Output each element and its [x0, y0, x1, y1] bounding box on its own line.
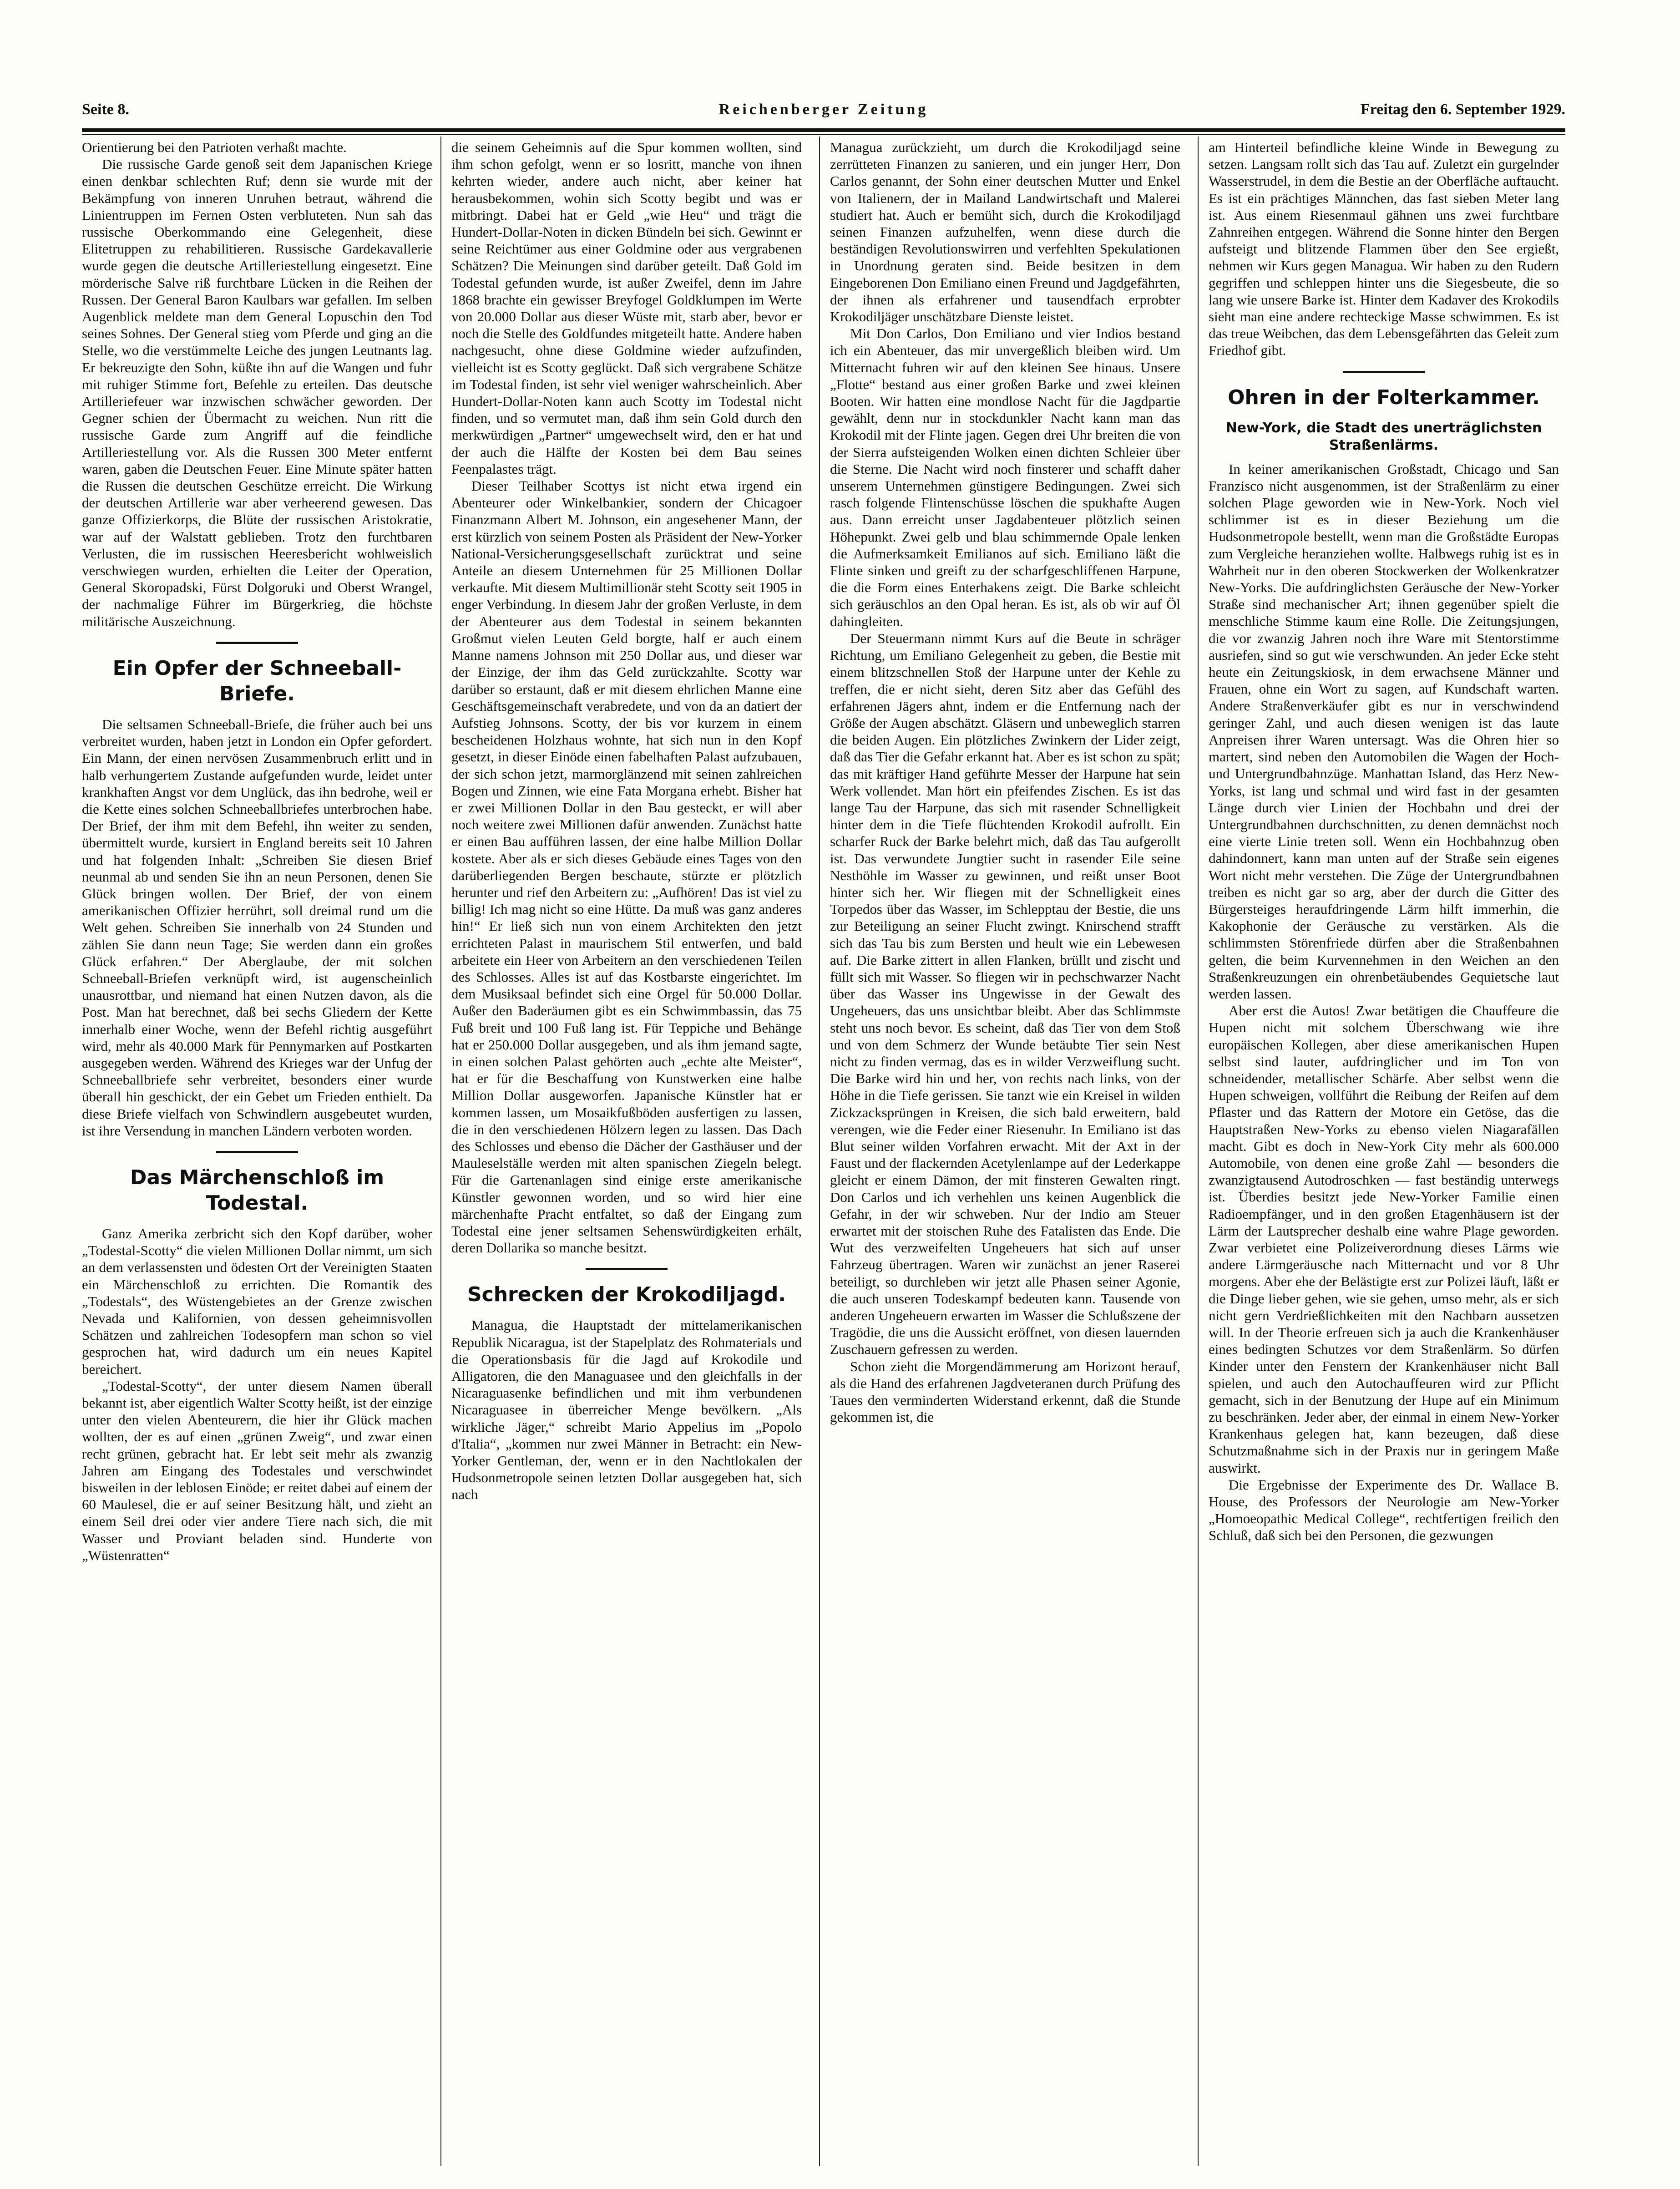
article-text: Mit Don Carlos, Don Emiliano und vier Indios bestand ich ein Abenteuer, das mir unvergeßlich bleiben wird. Um Mitternacht fuhren wir auf den kleinen See hinaus. Unsere „Flotte“ bestand aus einer großen Barke und zwei kleinen Booten. Wir hatten eine mondlose Nacht für die Jagdpartie gewählt, denn nur in stockdunkler Nacht kann man das Krokodil mit der Flinte jagen. Gegen drei Uhr breiten die von der Sierra aufsteigenden Wolken einen dichten Schleier über die Sterne. Die Nacht wird noch finsterer und schafft daher unserem Unternehmen günstigere Bedingungen. Zwei sich rasch folgende Flintenschüsse löschen die spukhafte Augen aus. Dann erreicht unser Jagdabenteuer plötzlich seinen Höhepunkt. Zwei gelb und blau schimmernde Opale lenken die Aufmerksamkeit Emilianos auf sich. Emiliano läßt die Flinte sinken und greift zu der scharfgeschliffenen Harpune, die die Form eines Enterhakens zeigt. Die Barke schleicht sich geräuschlos an den Opal heran. Es ist, als ob wir auf Öl dahingleiten. — [830, 325, 1180, 629]
column-separator — [440, 137, 441, 2166]
page-header — [82, 101, 1565, 128]
article-divider — [216, 1151, 298, 1153]
article-text: Die seltsamen Schneeball-Briefe, die früher auch bei uns verbreitet wurden, haben jetzt in London ein Opfer gefordert. Ein Mann, der einen nervösen Zusammenbruch erlitt und in halb verhungertem Zustande aufgefunden wurde, leidet unter krankhaften Angst vor dem Unglück, das ihn bedrohe, weil er die Kette eines solchen Schneeballbriefes unterbrochen habe. Der Brief, der ihm mit dem Befehl, ihn weiter zu senden, übermittelt wurde, kursiert in England bereits seit 10 Jahren und hat folgenden Inhalt: „Schreiben Sie diesen Brief neunmal ab und senden Sie ihn an neun Personen, denen Sie Glück bringen wollen. Der Brief, der von einem amerikanischen Offizier herrührt, soll dreimal rund um die Welt gehen. Schreiben Sie innerhalb von 24 Stunden und zählen Sie dann neun Tage; Sie werden dann ein großes Glück erfahren.“ Der Aberglaube, der mit solchen Schneeball-Briefen verknüpft wird, ist augenscheinlich unausrottbar, und niemand hat einen Nutzen davon, als die Post. Man hat berechnet, daß bei sechs Gliedern der Kette innerhalb einer Woche, wenn der Befehl richtig ausgeführt wird, mehr als 40.000 Mark für Pennymarken auf Postkarten ausgegeben werden. Während des Krieges war der Unfug der Schneeballbriefe sehr verbreitet, besonders einer wurde überall hin geschickt, der ein Gebet um Frieden enthielt. Da diese Briefe vielfach von Schwindlern ausgebeutet wurden, ist ihre Versendung in manchen Ländern verboten worden. — [82, 716, 432, 1139]
header-rule-thick — [82, 128, 1565, 132]
masthead-title: Reichenberger Zeitung — [719, 101, 929, 118]
column-separator — [819, 137, 820, 2166]
article-headline: Ohren in der Folterkammer. — [1228, 385, 1540, 409]
article-text: am Hinterteil befindliche kleine Winde in Bewegung zu setzen. Langsam rollt sich das Tau auf. Zuletzt ein gurgelnder Wasserstrudel, in dem die Bestie an der Oberfläche auftaucht. Es ist ein prächtiges Männchen, das fast sieben Meter lang ist. Aus einem Riesenmaul gähnen uns zwei furchtbare Zahnreihen entgegen. Während die Sonne hinter den Bergen aufsteigt und blitzende Flammen über den See ergießt, nehmen wir Kurs gegen Managua. Wir haben zu den Rudern gegriffen und schleppen hinter uns die Siegesbeute, die so lang wie unsere Barke ist. Hinter dem Kadaver des Krokodils sieht man eine andere rechteckige Masse schwimmen. Es ist das treue Weibchen, das dem Lebensgefährten das Geleit zum Friedhof gibt. — [1209, 139, 1559, 359]
article-divider — [586, 1268, 668, 1270]
article-text: Die Ergebnisse der Experimente des Dr. Wallace B. House, des Professors der Neurologie am New-Yorker „Homoeopathic Medical College“, rechtfertigen freilich den Schluß, daß sich bei den Personen, die gezwungen — [1209, 1476, 1559, 1544]
article-text: Dieser Teilhaber Scottys ist nicht etwa irgend ein Abenteurer oder Winkelbankier, sondern der Chicagoer Finanzmann Albert M. Johnson, ein angesehener Mann, der erst kürzlich von seinem Posten als Präsident der New-Yorker National-Versicherungsgesellschaft zurücktrat und seine Anteile an diesem Unternehmen für 25 Millionen Dollar verkaufte. Mit diesem Multimillionär steht Scotty seit 1905 in enger Verbindung. In diesem Jahr der großen Verluste, in dem der Abenteurer aus dem Todestal in seinem bekannten Großmut vielen Leuten Geld borgte, half er auch einem Manne namens Johnson mit 250 Dollar aus, und dieser war der Einzige, der ihm das Geld zurückzahlte. Scotty war darüber so erstaunt, daß er mit diesem ehrlichen Manne eine Geschäftsgemeinschaft verabredete, und von da an datiert der Aufstieg Johnsons. Scotty, der bis vor kurzem in einem bescheidenen Holzhaus wohnte, hat sich nun in den Kopf gesetzt, in dieser Einöde einen fabelhaften Palast aufzubauen, der sich schon jetzt, marmorglänzend mit seinen zahlreichen Bogen und Zinnen, wie eine Fata Morgana erhebt. Bisher hat er zwei Millionen Dollar in den Bau gesteckt, er will aber noch weitere zwei Millionen dafür anwenden. Zunächst hatte er einen Bau aufführen lassen, der eine halbe Million Dollar kostete. Aber als er sich dieses Gebäude eines Tages von den darüberliegenden Bergen beschaute, stürzte er plötzlich herunter und rief den Arbeitern zu: „Aufhören! Das ist viel zu billig! Ich mag nicht so eine Hütte. Da muß was ganz anderes hin!“ Er ließ sich nun von einem Architekten den jetzt errichteten Palast in maurischem Stil entwerfen, und bald arbeitete ein Heer von Arbeitern an den verschiedenen Teilen des Schlosses. Alles ist auf das Kostbarste eingerichtet. Im dem Musiksaal befindet sich eine Orgel für 50.000 Dollar. Außer den Baderäumen gibt es ein Schwimmbassin, das 75 Fuß breit und 100 Fuß lang ist. Für Teppiche und Behänge hat er 250.000 Dollar ausgegeben, und als ihm jemand sagte, in einen solchen Palast gehörten auch „echte alte Meister“, hat er für die Beschaffung von Kunstwerken eine halbe Million Dollar ausgeworfen. Japanische Künstler hat er kommen lassen, um Mosaikfußböden ausfertigen zu lassen, die in den verschiedenen Hölzern legen zu lassen. Das Dach des Schlosses und ebenso die Dächer der Gasthäuser und der Mauleselställe werden mit alten spanischen Ziegeln belegt. Für die Gartenanlagen sind einige erste amerikanische Künstler gewonnen worden, und so wird hier eine märchenhafte Pracht entfaltet, so daß der Eingang zum Todestal eine jener seltsamen Sehenswürdigkeiten erhält, deren Dollarika so manche besitzt. — [451, 478, 802, 1256]
article-divider — [216, 642, 298, 644]
article-headline: Ein Opfer der Schneeball-Briefe. — [112, 656, 402, 705]
article-text: Schon zieht die Morgendämmerung am Horizont herauf, als die Hand des erfahrenen Jagdveteranen durch Prüfung des Taues den verminderten Widerstand erkennt, daß die Stunde gekommen ist, die — [830, 1358, 1180, 1425]
article-text: Aber erst die Autos! Zwar betätigen die Chauffeure die Hupen nicht mit solchem Überschwang wie ihre europäischen Kollegen, aber diese amerikanischen Hupen selbst sind lauter, aufdringlicher und im Ton von schneidender, metallischer Schärfe. Aber selbst wenn die Hupen schweigen, vollführt die Reibung der Reifen auf dem Pflaster und das Rattern der Motore ein Getöse, das die Hauptstraßen New-Yorks zu ebenso vielen Niagarafällen macht. Gibt es doch in New-York City mehr als 600.000 Automobile, von denen eine große Zahl — besonders die zwanzigtausend Autodroschken — fast beständig unterwegs ist. Überdies besitzt jede New-Yorker Familie einen Radioempfänger, und in den großen Etagenhäusern ist der Lärm der Lautsprecher deshalb eine wahre Plage geworden. Zwar verbietet eine Polizeiverordnung dieses Lärms wie andere Lärmgeräusche nach Mitternacht und vor 8 Uhr morgens. Aber ehe der Belästigte erst zur Polizei läuft, läßt er die Dinge lieber gehen, wie sie gehen, umso mehr, als er sich nicht gern Verdrießlichkeiten mit den Nachbarn aussetzen will. In der Theorie erfreuen sich ja auch die Krankenhäuser eines bedingten Schutzes vor dem Straßenlärm. So dürfen Kinder unter den Fenstern der Krankenhäuser nicht Ball spielen, und auch den Autochauffeuren wird zur Pflicht gemacht, sich in der Benutzung der Hupe auf ein Minimum zu beschränken. Jeder aber, der einmal in einem New-Yorker Krankenhaus gelegen hat, kann bezeugen, daß diese Schutzmaßnahme sich in der Praxis nur in geringem Maße auswirkt. — [1209, 1003, 1559, 1476]
article-divider — [1343, 371, 1425, 373]
column-3 — [830, 139, 1180, 2169]
article-text: In keiner amerikanischen Großstadt, Chicago und San Franzisco nicht ausgenommen, ist der Straßenlärm zu einer solchen Plage geworden wie in New-York. Noch viel schlimmer ist es in dieser Beziehung um die Hudsonmetropole bestellt, wenn man die Großstädte Europas zum Vergleiche heranziehen wollte. Halbwegs ruhig ist es in Wahrheit nur in den oberen Stockwerken der Wolkenkratzer New-Yorks. Die aufdringlichsten Geräusche der New-Yorker Straße sind mechanischer Art; ihnen gegenüber spielt die menschliche Stimme kaum eine Rolle. Die Zeitungsjungen, die vor zwanzig Jahren noch ihre Ware mit Stentorstimme ausriefen, sind so gut wie verschwunden. An jeder Ecke steht heute ein Zeitungskiosk, in dem erwachsene Männer und Frauen, ohne ein Wort zu sagen, auf Kundschaft warten. Andere Straßenverkäufer gibt es nur in verschwindend geringer Zahl, und auch diesen wenigen ist das laute Anpreisen ihrer Waren untersagt. Was die Ohren hier so martert, sind neben den Automobilen die Wagen der Hoch- und Untergrundbahnzüge. Manhattan Island, das Herz New-Yorks, ist lang und schmal und wird fast in der gesamten Länge durch vier Linien der Hochbahn und drei der Untergrundbahnen durchschnitten, zu denen demnächst noch eine vierte Linie treten soll. Wenn ein Hochbahnzug oben dahindonnert, kann man unten auf der Straße sein eigenes Wort nicht mehr verstehen. Die Züge der Untergrundbahnen treiben es nicht gar so arg, aber der durch die Gitter des Bürgersteiges heraufdringende Lärm hilft immerhin, die Kakophonie der Geräusche zu verstärken. Als die schlimmsten Störenfriede dürfen aber die Straßenbahnen gelten, die beim Kurvennehmen in den Weichen an den Straßenkreuzungen ein ohrenbetäubendes Gequietsche laut werden lassen. — [1209, 461, 1559, 1002]
page-number: Seite 8. — [82, 101, 129, 118]
article-text: Orientierung bei den Patrioten verhaßt machte. — [82, 139, 347, 155]
header-rule-thin — [82, 134, 1565, 135]
column-2 — [451, 139, 802, 2169]
article-headline: Das Märchenschloß im Todestal. — [130, 1165, 385, 1215]
article-subheadline: New-York, die Stadt des unerträglichsten Straßenlärms. — [1225, 420, 1542, 453]
column-separator — [1198, 137, 1199, 2166]
issue-date: Freitag den 6. September 1929. — [1360, 101, 1565, 118]
article-text: Managua zurückzieht, um durch die Krokodiljagd seine zerrütteten Finanzen zu sanieren, und ein junger Herr, Don Carlos genannt, der Sohn einer deutschen Mutter und Enkel von Italienern, der in Mailand Landwirtschaft und Malerei studiert hat. Auch er bemüht sich, durch die Krokodiljagd seinen Finanzen aufzuhelfen, wenn diese durch die beständigen Revolutionswirren und verfehlten Spekulationen in Unordnung geraten sind. Beide besitzen in dem Eingeborenen Don Emiliano einen Freund und Jagdgefährten, der ihnen als erfahrener und tausendfach erprobter Krokodiljäger unschätzbare Dienste leistet. — [830, 139, 1180, 325]
article-text: „Todestal-Scotty“, der unter diesem Namen überall bekannt ist, aber eigentlich Walter Scotty heißt, ist der einzige unter den vielen Abenteurern, die hier ihr Glück machen wollten, der es auf einen „grünen Zweig“, und zwar einen recht grünen, gebracht hat. Er lebt seit mehr als zwanzig Jahren am Eingang des Todestales und verschwindet bisweilen in der leblosen Einöde; er reitet dabei auf einem der 60 Maulesel, die er auf seiner Besitzung hält, und zieht an einem Seil drei oder vier andere Tiere nach sich, die mit Wasser und Proviant beladen sind. Hunderte von „Wüstenratten“ — [82, 1378, 432, 1563]
column-1 — [82, 139, 432, 2169]
article-text: die seinem Geheimnis auf die Spur kommen wollten, sind ihm schon gefolgt, wenn er so losritt, manche von ihnen kehrten wieder, andere auch nicht, aber keiner hat herausbekommen, wohin sich Scotty begibt und was er mitbringt. Dabei hat er Geld „wie Heu“ und trägt die Hundert-Dollar-Noten in dicken Bündeln bei sich. Gewinnt er seine Reichtümer aus einer Goldmine oder aus vergrabenen Schätzen? Die Meinungen sind darüber geteilt. Daß Gold im Todestal gefunden wurde, ist außer Zweifel, denn im Jahre 1868 brachte ein gewisser Breyfogel Goldklumpen im Werte von 20.000 Dollar aus dieser Wüste mit, starb aber, bevor er noch die Stelle des Goldfundes mitgeteilt hatte. Andere haben nachgesucht, ohne diese Goldmine wieder aufzufinden, vielleicht ist es Scotty geglückt. Daß sich vergrabene Schätze im Todestal finden, ist sehr viel weniger wahrscheinlich. Aber Hundert-Dollar-Noten kann auch Scotty im Todestal nicht finden, und so vermutet man, daß ihm sein Gold durch den merkwürdigen „Partner“ umgewechselt wird, den er hat und der auch die Hälfte der Kosten bei dem Bau seines Feenpalastes trägt. — [451, 139, 802, 477]
article-text: Die russische Garde genoß seit dem Japanischen Kriege einen denkbar schlechten Ruf; denn sie wurde mit der Bekämpfung von inneren Unruhen betraut, während die Linientruppen im Fernen Osten verbluteten. Nun sah das russische Oberkommando eine Gelegenheit, diese Elitetruppen zu rehabilitieren. Russische Gardekavallerie wurde gegen die deutsche Artilleriestellung eingesetzt. Eine mörderische Salve riß furchtbare Lücken in die Reihen der Russen. Der General Baron Kaulbars war gefallen. Im selben Augenblick meldete man dem General Lopuschin den Tod seines Sohnes. Der General stieg vom Pferde und ging an die Stelle, wo die verstümmelte Leiche des jungen Leutnants lag. Er bekreuzigte den Sohn, küßte ihn auf die Wangen und fuhr mit ruhiger Stimme fort, Befehle zu erteilen. Das deutsche Artilleriefeuer war inzwischen schwächer geworden. Der Gegner schien der Übermacht zu weichen. Nun ritt die russische Garde zum Angriff auf die feindliche Artilleriestellung vor. Als die Russen 300 Meter entfernt waren, gaben die Deutschen Feuer. Eine Minute später hatten die Russen die deutschen Geschütze erreicht. Die Wirkung der deutschen Artillerie war aber verheerend gewesen. Das ganze Offizierkorps, die Blüte der russischen Aristokratie, war auf der Walstatt geblieben. Trotz den furchtbaren Verlusten, die im russischen Heeresbericht wohlweislich verschwiegen wurden, erhielten die Leiter der Operation, General Skoropadski, Fürst Dolgoruki und Oberst Wrangel, der nachmalige Führer im Bürgerkrieg, die höchste militärische Auszeichnung. — [82, 156, 432, 629]
column-4 — [1209, 139, 1559, 2169]
article-text: Managua, die Hauptstadt der mittelamerikanischen Republik Nicaragua, ist der Stapelplatz des Rohmaterials und die Operationsbasis für die Jagd auf Krokodile und Alligatoren, die den Managuasee und den gleichfalls in der Nicaraguasenke befindlichen und mit ihm verbundenen Nicaraguasee in überreicher Menge bevölkern. „Als wirkliche Jäger,“ schreibt Mario Appelius im „Popolo d'Italia“, „kommen nur zwei Männer in Betracht: ein New-Yorker Gentleman, der, wenn er in den Nachtlokalen der Hudsonmetropole seinen letzten Dollar ausgegeben hat, sich nach — [451, 1317, 802, 1503]
article-headline: Schrecken der Krokodiljagd. — [467, 1283, 786, 1307]
article-text: Ganz Amerika zerbricht sich den Kopf darüber, woher „Todestal-Scotty“ die vielen Millionen Dollar nimmt, um sich an dem verlassensten und ödesten Ort der Vereinigten Staaten ein Märchenschloß zu errichten. Die Romantik des „Todestals“, des Wüstengebietes an der Grenze zwischen Nevada und Kalifornien, von dessen geheimnisvollen Schätzen und zahlreichen Todesopfern man schon so viel gesprochen hat, wird dadurch um ein neues Kapitel bereichert. — [82, 1225, 432, 1377]
article-text: Der Steuermann nimmt Kurs auf die Beute in schräger Richtung, um Emiliano Gelegenheit zu geben, die Bestie mit einem blitzschnellen Stoß der Harpune unter der Kehle zu treffen, die er nicht sieht, deren Sitz aber das Gefühl des erfahrenen Jägers ahnt, indem er die Entfernung nach der Größe der Augen abschätzt. Gläsern und unbeweglich starren die beiden Augen. Ein plötzliches Zwinkern der Lider zeigt, daß das Tier die Gefahr erkannt hat. Aber es ist schon zu spät; das mit kräftiger Hand geführte Messer der Harpune hat sein Werk vollendet. Man hört ein pfeifendes Zischen. Es ist das lange Tau der Harpune, das sich mit rasender Schnelligkeit hinter dem in die Tiefe flüchtenden Krokodil aufrollt. Ein scharfer Ruck der Barke belehrt mich, daß das Tau aufgerollt ist. Das verwundete Jungtier sucht in rasender Eile seine Nesthöhle im Wasser zu gewinnen, und reißt unser Boot hinter sich her. Wir fliegen mit der Schnelligkeit eines Torpedos über das Wasser, im Schlepptau der Bestie, die uns zur Beteiligung an seiner Flucht zwingt. Knirschend strafft sich das Tau bis zum Bersten und heult wie ein Lebewesen auf. Die Barke zittert in allen Flanken, brüllt und zischt und füllt sich mit Wasser. So fliegen wir in pechschwarzer Nacht über das Wasser ins Ungewisse in der Gewalt des Ungeheuers, das uns unsichtbar bleibt. Aber das Schlimmste steht uns noch bevor. Es scheint, daß das Tier von dem Stoß und von dem Schmerz der Wunde betäubte Tier sein Nest nicht zu finden vermag, das es in wilder Verzweiflung sucht. Die Barke wird hin und her, von rechts nach links, von der Höhe in die Tiefe gerissen. Sie tanzt wie ein Kreisel in wilden Zickzacksprüngen in Kreisen, die sich bald erweitern, bald verengen, wie die Feder einer Riesenuhr. In Emiliano ist das Blut seiner wilden Vorfahren erwacht. Mit der Axt in der Faust und der flackernden Acetylenlampe auf der Lederkappe gleicht er einem Dämon, der mit finsteren Gewalten ringt. Don Carlos und ich verhehlen uns keinen Augenblick die Gefahr, in der wir schweben. Nur der Indio am Steuer erwartet mit der stoischen Ruhe des Fatalisten das Ende. Die Wut des verzweifelten Ungeheuers hat sich auf unser Fahrzeug übertragen. Waren wir zunächst an jener Raserei beteiligt, so durchleben wir jetzt alle Phasen seiner Agonie, die auch unseren Todeskampf bedeuten kann. Tausende von anderen Ungeheuern erwarten im Wasser die Schlußszene der Tragödie, die uns die Aussicht eröffnet, von diesen lauernden Zuschauern gefressen zu werden. — [830, 630, 1180, 1358]
